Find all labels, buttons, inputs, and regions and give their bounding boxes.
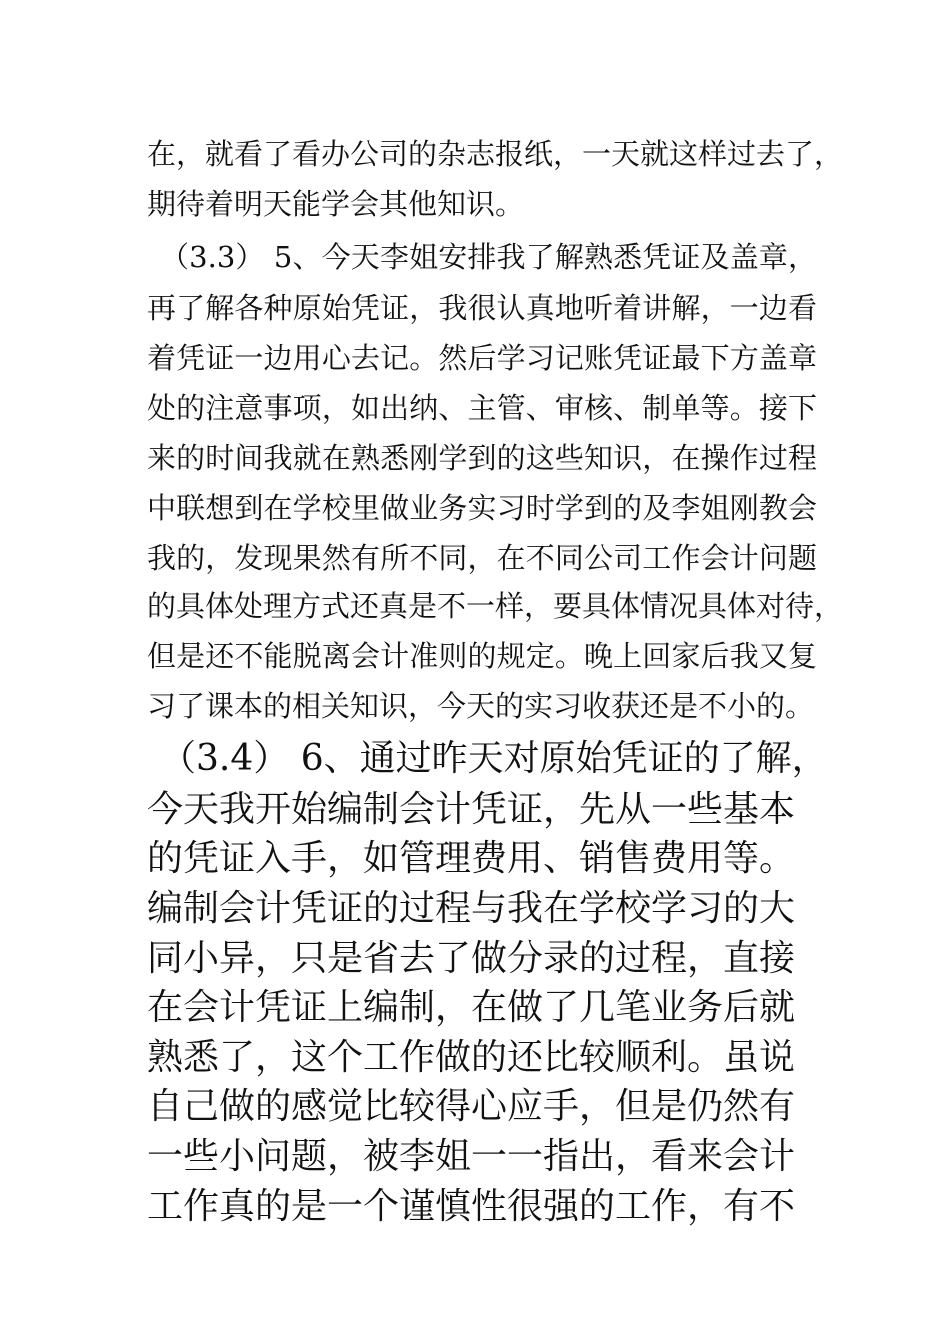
text-line: 来的时间我就在熟悉刚学到的这些知识，在操作过程 — [147, 441, 817, 475]
text-line: 但是还不能脱离会计准则的规定。晚上回家后我又复 — [147, 639, 817, 673]
text-line: 的凭证入手，如管理费用、销售费用等。 — [147, 838, 796, 879]
text-line: 工作真的是一个谨慎性很强的工作，有不 — [147, 1186, 796, 1227]
text-line: 习了课本的相关知识，今天的实习收获还是不小的。 — [147, 689, 815, 723]
text-line: （3.3） 5、今天李姐安排我了解熟悉凭证及盖章， — [160, 240, 817, 274]
text-line: 自己做的感觉比较得心应手，但是仍然有 — [147, 1086, 796, 1127]
text-line: 中联想到在学校里做业务实习时学到的及李姐刚教会 — [147, 491, 817, 525]
text-line: 编制会计凭证的过程与我在学校学习的大 — [147, 888, 796, 929]
text-line: 一些小问题，被李姐一一指出，看来会计 — [147, 1136, 796, 1177]
text-line: 我的，发现果然有所不同，在不同公司工作会计问题 — [147, 541, 817, 575]
text-line: 着凭证一边用心去记。然后学习记账凭证最下方盖章 — [147, 341, 817, 375]
text-line: 今天我开始编制会计凭证，先从一些基本 — [147, 789, 796, 830]
text-line: 处的注意事项，如出纳、主管、审核、制单等。接下 — [147, 391, 817, 425]
text-line: 再了解各种原始凭证，我很认真地听着讲解，一边看 — [147, 291, 817, 325]
text-line: 在，就看了看办公司的杂志报纸，一天就这样过去了， — [147, 137, 844, 171]
text-line: 在会计凭证上编制，在做了几笔业务后就 — [147, 987, 796, 1028]
text-line: 熟悉了，这个工作做的还比较顺利。虽说 — [147, 1037, 796, 1078]
text-line: （3.4） 6、通过昨天对原始凭证的了解， — [160, 738, 828, 779]
text-line: 期待着明天能学会其他知识。 — [147, 187, 525, 221]
text-line: 同小异，只是省去了做分录的过程，直接 — [147, 938, 796, 979]
text-line: 的具体处理方式还真是不一样，要具体情况具体对待， — [147, 589, 844, 623]
